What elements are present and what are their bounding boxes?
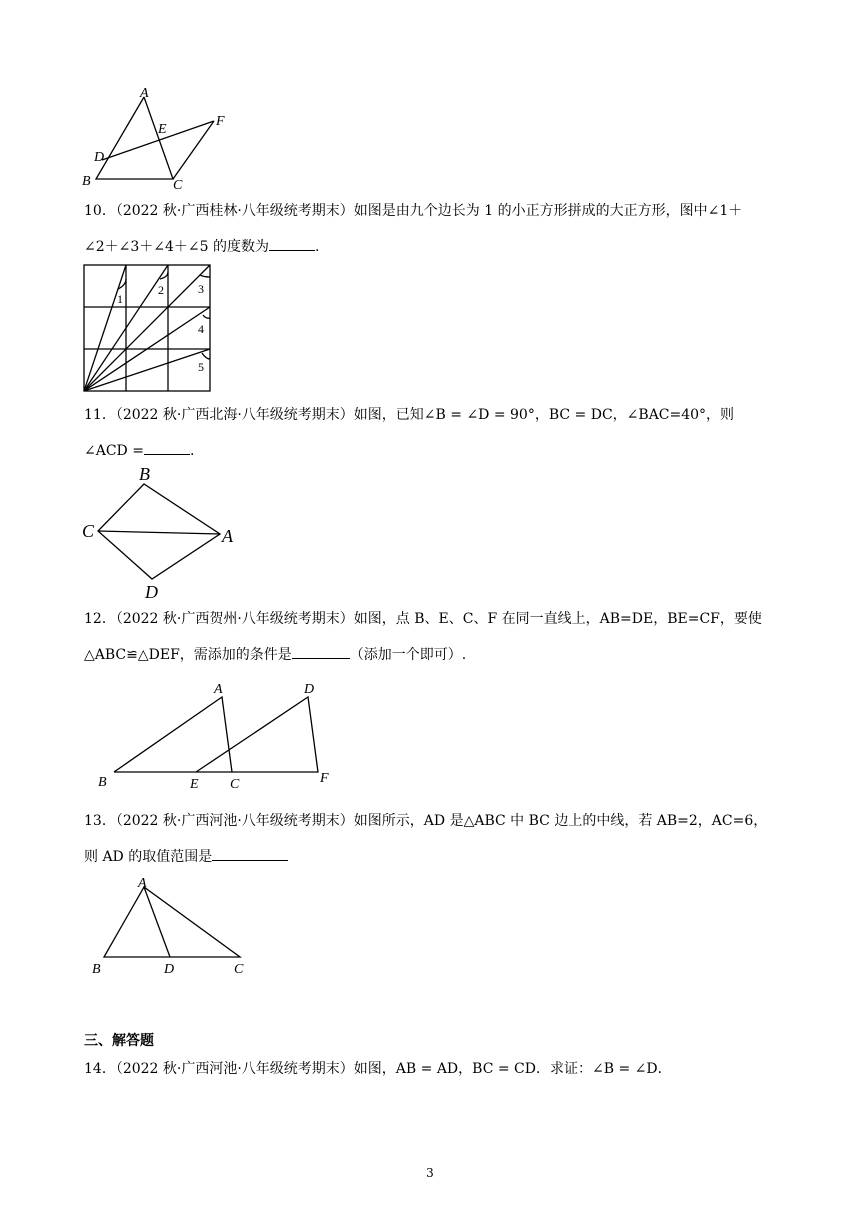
q12-line1: 12．（2022 秋·广西贺州·八年级统考期末）如图，点 B、E、C、F 在同一直线上，AB=DE，BE=CF，要使 [84,611,762,627]
q12-line2: △ABC≌△DEF，需添加的条件是 （添加一个即可）. [84,644,466,665]
q11-line1: 11．（2022 秋·广西北海·八年级统考期末）如图，已知∠B = ∠D = 90°，BC = DC，∠BAC=40°，则 [84,407,735,423]
angle-1-label: 1 [117,292,123,306]
q10-answer-blank[interactable] [269,236,315,251]
q10-line2: ∠2＋∠3＋∠4＋∠5 的度数为 . [84,236,319,257]
fig13-label-b: B [92,962,101,977]
figure-q13 [86,873,256,978]
fig9-label-e: E [158,122,167,137]
fig11-label-c: C [82,521,95,541]
q13-line2: 则 AD 的取值范围是 [84,846,288,867]
fig9-label-d: D [94,150,105,165]
fig9-label-c: C [173,178,183,193]
fig13-label-a: A [138,876,147,891]
q13-answer-blank[interactable] [212,846,288,861]
fig12-label-c: C [230,777,240,792]
fig11-label-d: D [145,582,158,602]
fig12-label-a: A [214,682,223,697]
section-heading-answer-questions: 三、解答题 [84,1033,154,1049]
fig13-label-d: D [164,962,175,977]
figure-q10-grid [82,263,214,395]
q10-line1: 10．（2022 秋·广西桂林·八年级统考期末）如图是由九个边长为 1 的小正方形拼成的大正方形，图中∠1＋ [84,203,743,219]
fig13-label-c: C [234,962,244,977]
figure-q11 [78,460,248,605]
q14-line1: 14．（2022 秋·广西河池·八年级统考期末）如图，AB = AD，BC = CD．求证：∠B = ∠D． [84,1061,672,1077]
figure-q9 [78,85,238,195]
fig9-label-f: F [216,114,225,129]
fig9-label-b: B [82,174,91,189]
q11-answer-blank[interactable] [144,440,190,455]
angle-3-label: 3 [198,282,204,296]
fig11-label-b: B [139,464,150,484]
fig9-label-a: A [140,86,149,101]
figure-q12 [92,676,352,796]
fig12-label-b: B [98,775,107,790]
page-number: 3 [426,1166,434,1180]
angle-5-label: 5 [198,360,204,374]
angle-4-label: 4 [198,322,204,336]
q13-line1: 13．（2022 秋·广西河池·八年级统考期末）如图所示，AD 是△ABC 中 BC 边上的中线，若 AB=2，AC=6， [84,813,768,829]
fig12-label-d: D [304,682,315,697]
q12-answer-blank[interactable] [292,644,350,659]
angle-2-label: 2 [158,283,164,297]
fig12-label-f: F [320,771,329,786]
fig12-label-e: E [190,777,199,792]
q11-line2: ∠ACD = . [84,440,194,461]
fig11-label-a: A [222,526,233,546]
